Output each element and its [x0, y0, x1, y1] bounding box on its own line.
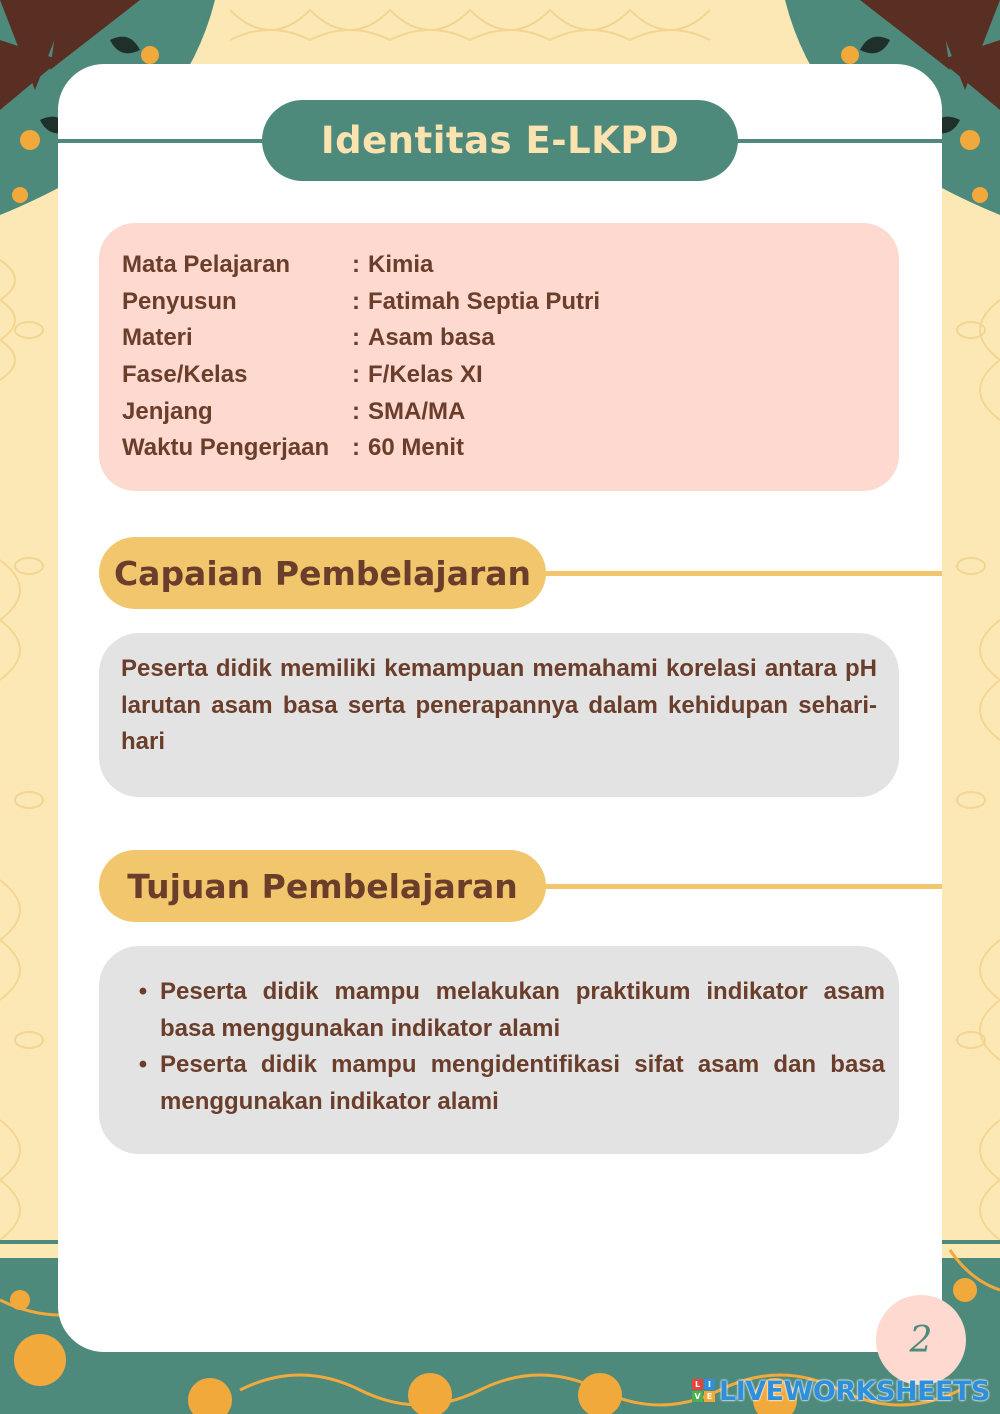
tujuan-divider-line — [540, 884, 942, 889]
identity-row — [122, 247, 899, 284]
identity-row — [122, 393, 899, 430]
logo-letter: I — [704, 1379, 715, 1390]
identity-value: Kimia — [368, 251, 434, 279]
identity-value: SMA/MA — [368, 397, 466, 425]
identity-row — [122, 284, 899, 321]
bullet-icon: • — [138, 978, 148, 1005]
watermark-text: LIVEWORKSHEETS — [719, 1375, 990, 1407]
tujuan-list — [99, 946, 899, 1120]
identity-row — [122, 430, 899, 467]
identity-row — [122, 357, 899, 394]
page-number-badge: 2 — [876, 1295, 966, 1385]
identity-box — [99, 223, 899, 491]
identity-value: 60 Menit — [368, 434, 465, 462]
identity-label: Materi — [122, 324, 193, 352]
list-item — [133, 974, 885, 1047]
identity-separator: : — [352, 434, 360, 462]
liveworksheets-watermark[interactable] — [692, 1374, 990, 1408]
tujuan-item-text: Peserta didik mampu melakukan praktikum indikator asam basa menggunakan indikator alami — [160, 978, 885, 1042]
identity-label: Mata Pelajaran — [122, 251, 291, 279]
identity-value: F/Kelas XI — [368, 361, 483, 389]
page-title: Identitas E-LKPD — [262, 100, 738, 181]
identity-separator: : — [352, 397, 360, 425]
identity-value: Asam basa — [368, 324, 495, 352]
capaian-box — [99, 633, 899, 797]
identity-value: Fatimah Septia Putri — [368, 287, 601, 315]
tujuan-box — [99, 946, 899, 1154]
logo-letter: V — [692, 1391, 703, 1402]
capaian-text: Peserta didik memiliki kemampuan memahami korelasi antara pH larutan asam basa serta penerapannya dalam kehidupan sehari-hari — [121, 655, 877, 756]
identity-label: Jenjang — [122, 397, 213, 425]
list-item — [133, 1047, 885, 1120]
identity-separator: : — [352, 324, 360, 352]
identity-label: Waktu Pengerjaan — [122, 434, 330, 462]
bullet-icon: • — [138, 1051, 148, 1079]
identity-label: Penyusun — [122, 287, 237, 315]
identity-row — [122, 320, 899, 357]
identity-label: Fase/Kelas — [122, 361, 248, 389]
logo-letter: E — [704, 1391, 715, 1402]
logo-letter: L — [692, 1379, 703, 1390]
liveworksheets-logo-icon — [692, 1379, 716, 1403]
tujuan-item-text: Peserta didik mampu mengidentifikasi sifat asam dan basa menggunakan indikator alami — [160, 1051, 885, 1115]
capaian-heading: Capaian Pembelajaran — [99, 537, 546, 609]
tujuan-heading: Tujuan Pembelajaran — [99, 850, 546, 922]
identity-separator: : — [352, 361, 360, 389]
identity-separator: : — [352, 251, 360, 279]
capaian-divider-line — [540, 571, 942, 576]
identity-separator: : — [352, 287, 360, 315]
